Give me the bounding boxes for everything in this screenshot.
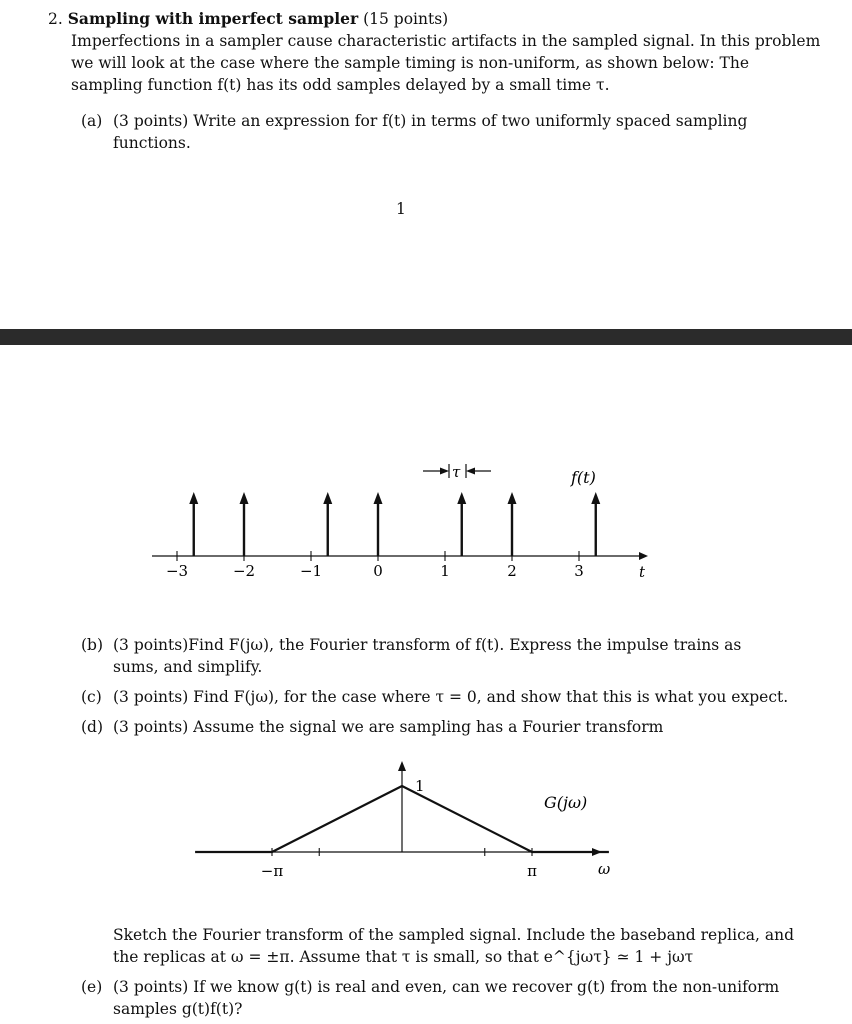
part-d (81, 716, 791, 740)
vertical-axis-arrow-icon (398, 761, 406, 771)
t-tick-label: 0 (373, 562, 383, 580)
part-b-label: (b) (81, 636, 104, 654)
t-tick-label: −1 (299, 562, 323, 580)
part-a-label: (a) (81, 112, 103, 130)
sketch-text: Sketch the Fourier transform of the sampled signal. Include the baseband replica, and (113, 926, 794, 944)
t-tick-label: 3 (574, 562, 584, 580)
impulse-arrow-icon (374, 492, 383, 504)
part-d-text: (3 points) Assume the signal we are sampling has a Fourier transform (113, 718, 664, 736)
tau-label: τ (452, 463, 461, 481)
part-e (81, 976, 791, 1024)
sketch-instructions (113, 924, 803, 968)
intro-line: we will look at the case where the sample timing is non-uniform, as shown below: The (71, 54, 750, 72)
part-e-label: (e) (81, 978, 103, 996)
f-of-t-label: f(t) (571, 468, 596, 487)
page-number: 1 (396, 200, 406, 218)
part-a-text: functions. (113, 134, 191, 152)
t-axis-label: t (639, 563, 646, 581)
part-a (81, 110, 791, 160)
g-of-jw-label: G(jω) (544, 793, 588, 812)
part-e-text: samples g(t)f(t)? (113, 1000, 243, 1018)
intro-line: sampling function f(t) has its odd samples delayed by a small time τ. (71, 76, 610, 94)
impulse-train-figure (0, 440, 852, 590)
part-b-text: (3 points)Find F(jω), the Fourier transform of f(t). Express the impulse trains as (113, 636, 742, 654)
problem-number: 2. (48, 10, 63, 28)
t-tick-label: −2 (232, 562, 256, 580)
omega-tick-label: π (527, 862, 537, 880)
t-tick-label: 1 (440, 562, 450, 580)
page-separator (0, 329, 852, 345)
part-b-text: sums, and simplify. (113, 658, 263, 676)
tau-annotation (423, 463, 491, 481)
intro-line: Imperfections in a sampler cause characteristic artifacts in the sampled signal. In this problem (71, 32, 821, 50)
problem-header (48, 8, 788, 30)
problem-points: (15 points) (363, 10, 449, 28)
sketch-text: the replicas at ω = ±π. Assume that τ is small, so that e^{jωτ} ≃ 1 + jωτ (113, 948, 694, 966)
impulse-arrow-icon (240, 492, 249, 504)
t-tick-label: 2 (507, 562, 517, 580)
part-b (81, 634, 791, 682)
t-axis-arrow-icon (639, 552, 648, 560)
part-c (81, 686, 791, 710)
t-tick-label: −3 (165, 562, 189, 580)
part-e-text: (3 points) If we know g(t) is real and even, can we recover g(t) from the non-uniform (113, 978, 780, 996)
part-a-text: (3 points) Write an expression for f(t) in terms of two uniformly spaced sampling (113, 112, 748, 130)
impulse-arrow-icon (591, 492, 600, 504)
impulse-arrow-icon (508, 492, 517, 504)
omega-label: ω (598, 860, 611, 878)
impulse-arrow-icon (189, 492, 198, 504)
impulse-arrow-icon (457, 492, 466, 504)
peak-label: 1 (415, 777, 425, 795)
part-d-label: (d) (81, 718, 104, 736)
part-c-text: (3 points) Find F(jω), for the case where τ = 0, and show that this is what you expect. (113, 688, 789, 706)
omega-tick-label: −π (260, 862, 284, 880)
problem-title: Sampling with imperfect sampler (67, 9, 359, 28)
part-c-label: (c) (81, 688, 102, 706)
spectrum-figure (0, 755, 852, 885)
problem-intro (71, 30, 821, 96)
impulse-arrow-icon (323, 492, 332, 504)
